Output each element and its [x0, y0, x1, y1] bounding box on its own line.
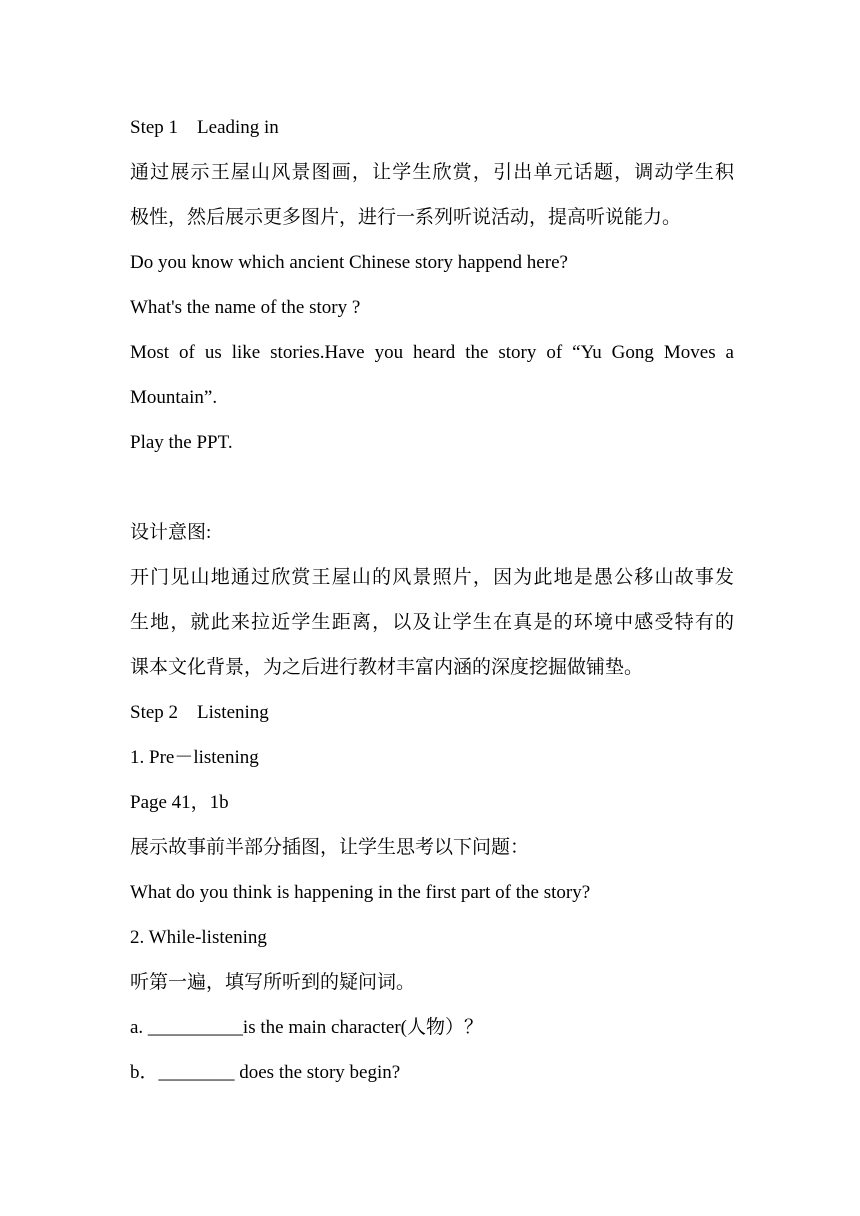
question-ancient-story: Do you know which ancient Chinese story happend here? — [130, 252, 568, 273]
design-intent-line-3: 课本文化背景，为之后进行教材丰富内涵的深度挖掘做铺垫。 — [130, 657, 644, 678]
blank-question-b: b．________ does the story begin? — [130, 1062, 401, 1083]
blank-question-a: a. __________is the main character(人物）？ — [130, 1017, 483, 1038]
while-listening-heading: 2. While-listening — [130, 927, 267, 948]
play-ppt-instruction: Play the PPT. — [130, 432, 233, 453]
pre-listening-question: What do you think is happening in the first part of the story? — [130, 882, 591, 903]
step1-description-line-1: 通过展示王屋山风景图画，让学生欣赏，引出单元话题，调动学生积 — [130, 162, 734, 183]
design-intent-line-2: 生地，就此来拉近学生距离，以及让学生在真是的环境中感受特有的 — [130, 612, 734, 633]
design-intent-line-1: 开门见山地通过欣赏王屋山的风景照片，因为此地是愚公移山故事发 — [130, 567, 734, 588]
design-intent-heading: 设计意图: — [130, 522, 212, 543]
question-heard-story-line-1: Most of us like stories.Have you heard the story of “Yu Gong Moves a — [130, 342, 734, 363]
while-listening-instruction: 听第一遍，填写所听到的疑问词。 — [130, 972, 416, 993]
step1-heading: Step 1 Leading in — [130, 117, 279, 138]
pre-listening-heading: 1. Pre－listening — [130, 747, 259, 768]
question-story-name: What's the name of the story ? — [130, 297, 361, 318]
question-heard-story-line-2: Mountain”. — [130, 387, 218, 408]
page-reference: Page 41，1b — [130, 792, 229, 813]
step2-heading: Step 2 Listening — [130, 702, 269, 723]
pre-listening-instruction: 展示故事前半部分插图，让学生思考以下问题： — [130, 837, 530, 858]
step1-description-line-2: 极性，然后展示更多图片，进行一系列听说活动，提高听说能力。 — [130, 207, 682, 228]
